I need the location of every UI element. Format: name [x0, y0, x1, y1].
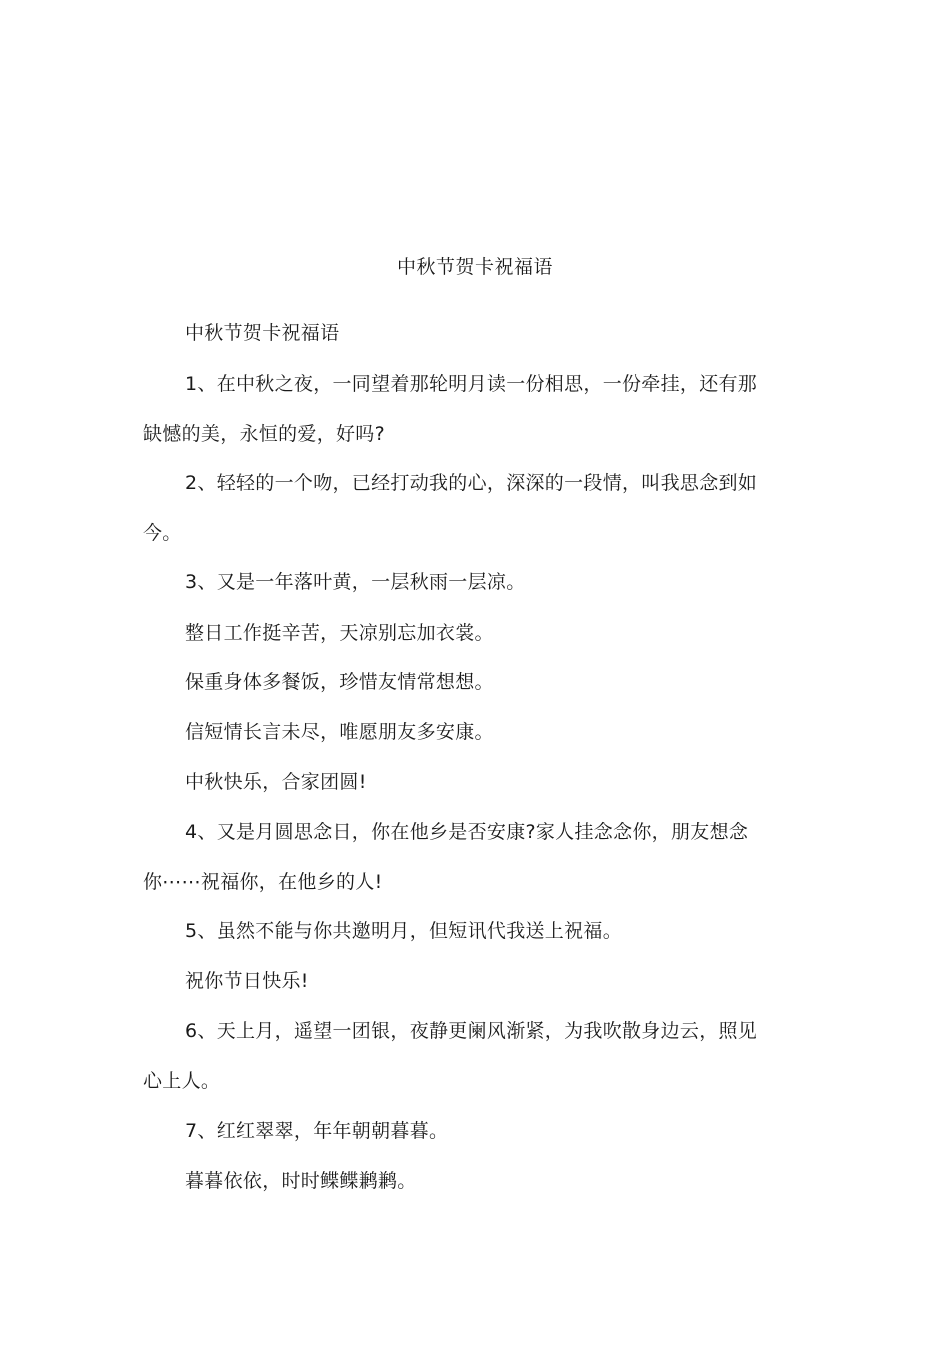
- paragraph-line: 信短情长言未尽，唯愿朋友多安康。: [185, 721, 494, 743]
- paragraph-line: 4、又是月圆思念日，你在他乡是否安康?家人挂念念你，朋友想念: [185, 821, 749, 843]
- paragraph-line: 保重身体多餐饭，珍惜友情常想想。: [185, 671, 494, 693]
- paragraph-line: 3、又是一年落叶黄，一层秋雨一层凉。: [185, 571, 526, 593]
- paragraph-line: 缺憾的美，永恒的爱，好吗?: [143, 423, 385, 445]
- paragraph-line: 心上人。: [143, 1070, 221, 1092]
- paragraph-line: 5、虽然不能与你共邀明月，但短讯代我送上祝福。: [185, 920, 622, 942]
- document-title: 中秋节贺卡祝福语: [396, 256, 553, 278]
- paragraph-line: 祝你节日快乐!: [185, 970, 309, 992]
- paragraph-line: 2、轻轻的一个吻，已经打动我的心，深深的一段情，叫我思念到如: [185, 472, 758, 494]
- paragraph-line: 7、红红翠翠，年年朝朝暮暮。: [185, 1120, 449, 1142]
- subtitle-line: 中秋节贺卡祝福语: [185, 322, 340, 344]
- paragraph-line: 整日工作挺辛苦，天凉别忘加衣裳。: [185, 622, 494, 644]
- paragraph-line: 你⋯⋯祝福你，在他乡的人!: [143, 871, 383, 893]
- paragraph-line: 1、在中秋之夜，一同望着那轮明月读一份相思，一份牵挂，还有那: [185, 373, 758, 395]
- paragraph-line: 6、天上月，遥望一团银，夜静更阑风渐紧，为我吹散身边云，照见: [185, 1020, 758, 1042]
- paragraph-line: 中秋快乐，合家团圆!: [185, 771, 367, 793]
- paragraph-line: 今。: [143, 522, 182, 544]
- paragraph-line: 暮暮依依，时时鲽鲽鹣鹣。: [185, 1170, 417, 1192]
